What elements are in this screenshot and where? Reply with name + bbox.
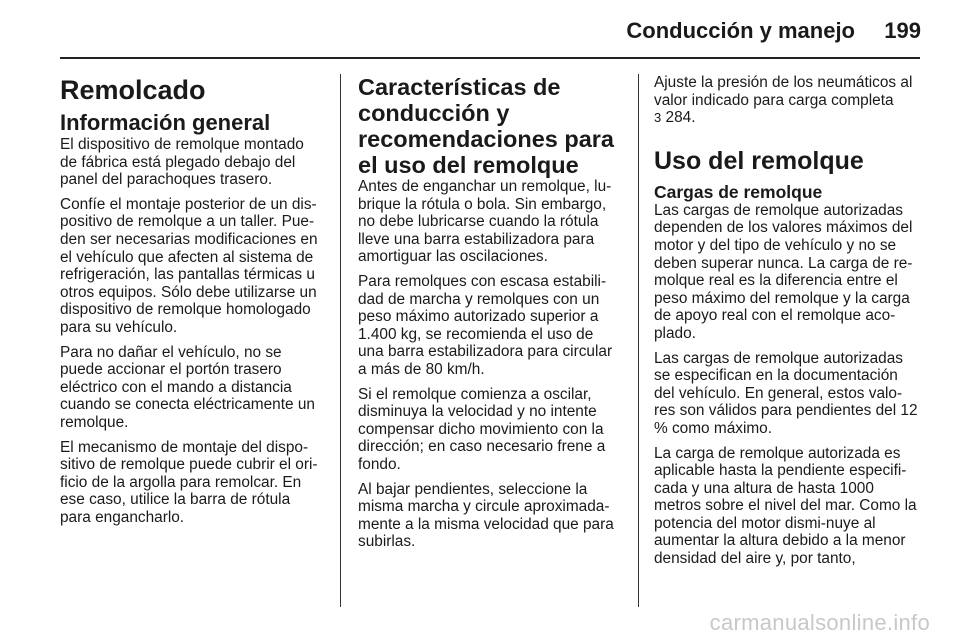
column-1: [60, 74, 324, 533]
column-2: [358, 74, 622, 558]
section-title-remolcado: Remolcado: [60, 75, 206, 105]
column-divider: [638, 74, 639, 607]
page-number: 199: [884, 18, 921, 43]
page-header: [0, 0, 960, 60]
section-title-uso-del-remolque: Uso del remolque: [654, 146, 864, 175]
intro-text: Ajuste la presión de los neumáticos al valor indicado para carga completa: [654, 74, 913, 109]
paragraph: La carga de remolque autorizada es aplicable hasta la pendiente especifi-cada y una altura de hasta 1000 metros sobre el nivel del mar. Como la potencia del motor dismi-nuye al aumentar la altura debido a la menor densidad del aire y, por tanto,: [654, 444, 917, 568]
running-header-title: Conducción y manejo: [626, 18, 855, 43]
paragraph: El mecanismo de montaje del dispo-sitivo de remolque puede cubrir el ori-ficio de la argolla para remolcar. En ese caso, utilice la barra de rótula para engancharlo.: [60, 438, 318, 526]
paragraph: Para no dañar el vehículo, no se puede accionar el portón trasero eléctrico con el mando a distancia cuando se conecta eléctricamente un remolque.: [60, 343, 315, 431]
paragraph: Para remolques con escasa estabili-dad de marcha y remolques con un peso máximo autorizado superior a 1.400 kg, se recomienda el uso de una barra estabilizadora para circular a más de 80 km/h.: [358, 272, 613, 378]
header-divider: [60, 57, 920, 59]
section-title-caracteristicas: Características de conducción y recomendaciones para el uso del remolque: [358, 74, 614, 178]
subsection-title-cargas-de-remolque: Cargas de remolque: [654, 181, 823, 202]
column-3: [654, 74, 918, 575]
watermark: carmanualsonline.info: [709, 610, 930, 635]
page-reference-link[interactable]: 284.: [665, 109, 696, 127]
paragraph: Las cargas de remolque autorizadas dependen de los valores máximos del motor y del tipo de vehículo y no se deben superar nunca. La carga de re-molque real es la diferencia entre el peso máximo del remolque y la carga de apoyo real con el remolque aco-plado.: [654, 201, 913, 342]
column-divider: [340, 74, 341, 607]
paragraph: Las cargas de remolque autorizadas se especifican en la documentación del vehículo. En general, estos valo-res son válidos para pendientes del 12 % como máximo.: [654, 349, 918, 437]
subsection-title-informacion-general: Información general: [60, 110, 271, 135]
paragraph: El dispositivo de remolque montado de fábrica está plegado debajo del panel del parachoques trasero.: [60, 136, 304, 189]
paragraph: Al bajar pendientes, seleccione la misma marcha y circule aproximada-mente a la misma velocidad que para subirlas.: [358, 480, 614, 551]
page-reference-icon: 3: [654, 110, 662, 126]
intro-paragraph: [654, 74, 918, 127]
paragraph: Antes de enganchar un remolque, lu-brique la rótula o bola. Sin embargo, no debe lubricarse cuando la rótula lleve una barra estabilizadora para amortiguar las oscilaciones.: [358, 178, 612, 266]
paragraph: Si el remolque comienza a oscilar, disminuya la velocidad y no intente compensar dicho movimiento con la dirección; en caso necesario frene a fondo.: [358, 385, 606, 473]
paragraph: Confíe el montaje posterior de un dis-positivo de remolque a un taller. Pue-den ser necesarias modificaciones en el vehículo que afecten al sistema de refrigeración, las pantallas térmicas u otros equipos. Sólo debe utilizarse un dispositivo de remolque homologado para su vehículo.: [60, 195, 318, 336]
